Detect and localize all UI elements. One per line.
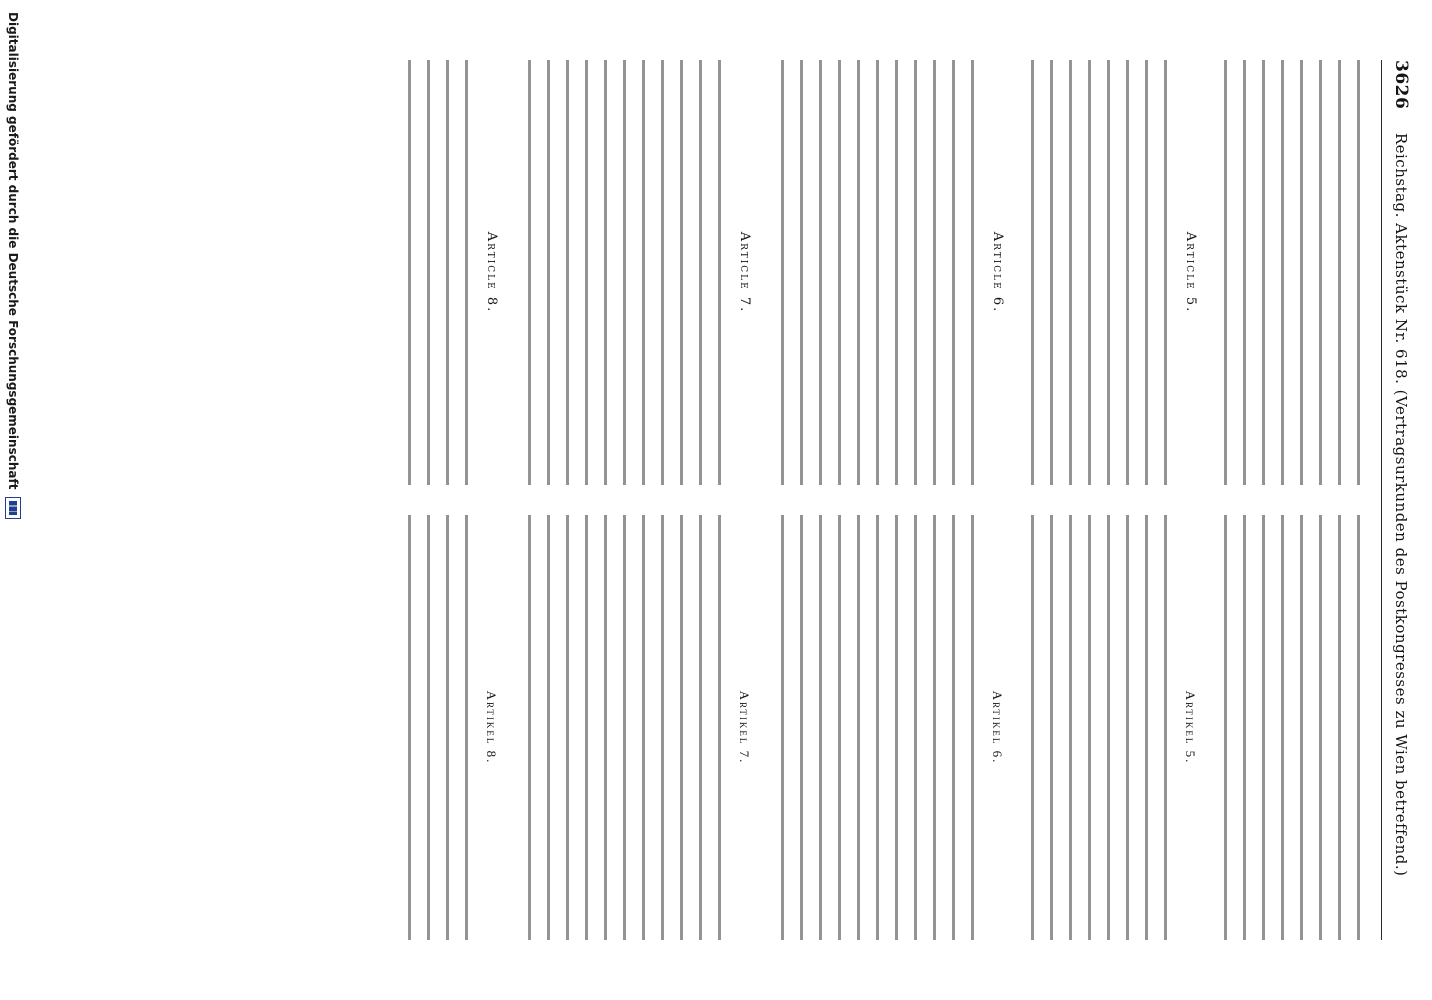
german-column: [38, 515, 1368, 940]
german-block: [396, 515, 501, 940]
french-block: [396, 60, 501, 485]
article-heading: Artikel 7.: [737, 690, 752, 765]
german-paragraph: [1025, 515, 1175, 940]
two-column-body: [38, 60, 1368, 940]
french-block: [1025, 60, 1200, 485]
article-heading: Article 7.: [737, 231, 752, 314]
article-heading: Artikel 8.: [484, 690, 499, 765]
credit-text: Digitalisierung gefördert durch die Deutsche Forschungsgemeinschaft: [6, 12, 20, 490]
running-header: [1388, 60, 1414, 940]
dfg-logo-icon: [5, 497, 21, 519]
article-heading: Article 8.: [484, 231, 499, 314]
french-paragraph: [772, 60, 982, 485]
german-paragraph: [772, 515, 982, 940]
german-block: [1218, 515, 1368, 940]
article-heading: Artikel 5.: [1183, 690, 1198, 765]
french-block: [519, 60, 754, 485]
french-column: [38, 60, 1368, 485]
french-block: [1218, 60, 1368, 485]
article-heading: Article 5.: [1183, 231, 1198, 314]
german-paragraph: [396, 515, 476, 940]
article-heading: Artikel 6.: [990, 690, 1005, 765]
article-heading: Article 6.: [990, 231, 1005, 314]
german-block: [772, 515, 1007, 940]
digitization-credit: [0, 0, 26, 1000]
french-paragraph: [1025, 60, 1175, 485]
german-block: [519, 515, 754, 940]
german-paragraph: [1218, 515, 1368, 940]
running-title: Reichstag. Aktenstück Nr. 618. (Vertragsurkunden des Postkongresses zu Wien betreffend.): [1392, 132, 1410, 877]
french-block: [772, 60, 1007, 485]
german-block: [1025, 515, 1200, 940]
french-paragraph: [396, 60, 476, 485]
page-number: 3626: [1391, 60, 1411, 110]
header-rule: [1381, 60, 1382, 940]
french-paragraph: [1218, 60, 1368, 485]
german-paragraph: [519, 515, 729, 940]
french-paragraph: [519, 60, 729, 485]
